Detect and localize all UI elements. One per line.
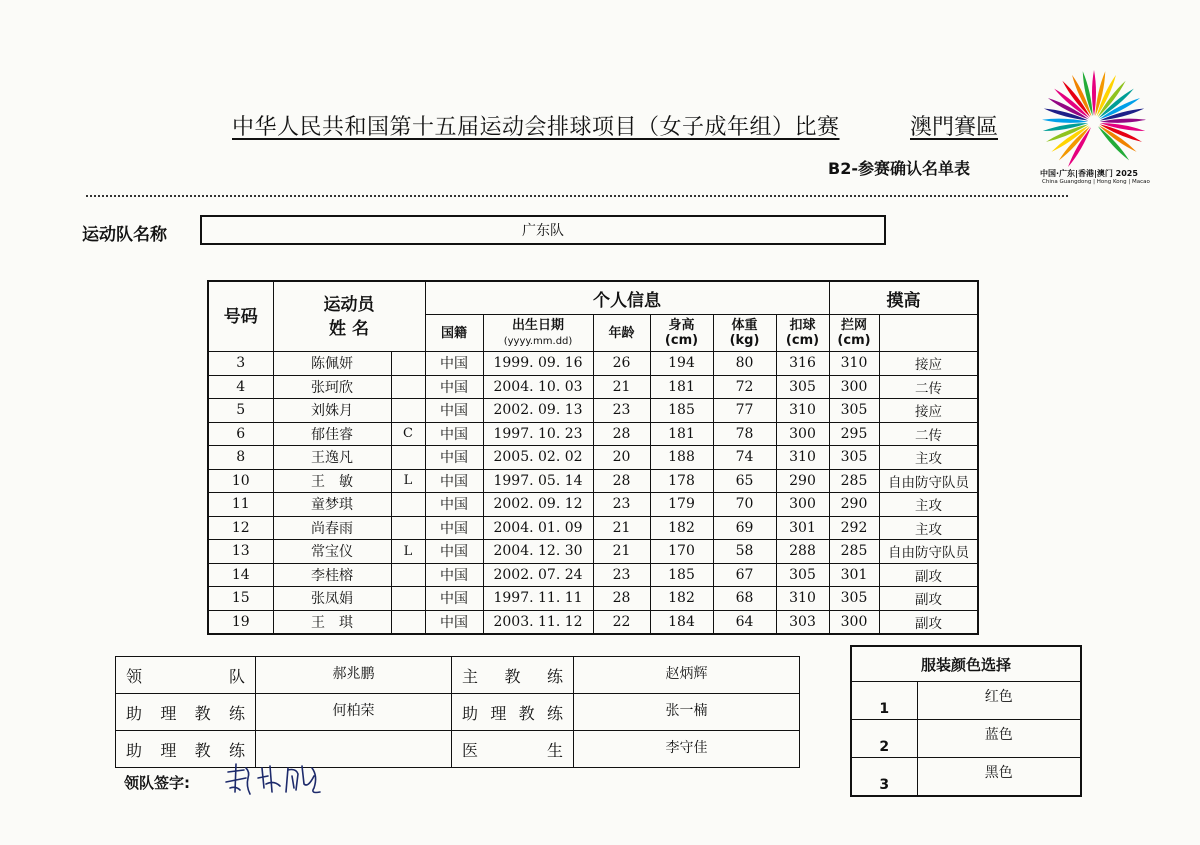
number-cell: 13 (208, 540, 273, 564)
staff-row (116, 731, 800, 768)
header-weight: 体重 (kg) (713, 315, 776, 352)
staff-role (452, 694, 574, 731)
roster-row (208, 516, 978, 540)
uniform-option-number: 1 (851, 682, 917, 720)
divider (86, 195, 1068, 197)
weight-cell: 80 (713, 352, 776, 376)
staff-role-char: 助 (126, 703, 143, 723)
staff-role-char: 主 (462, 666, 479, 686)
role-cell (391, 493, 425, 517)
roster-row (208, 610, 978, 634)
dob-cell: 1997. 11. 11 (483, 587, 593, 611)
header-age: 年龄 (593, 315, 650, 352)
age-cell: 28 (593, 587, 650, 611)
team-name: 广东队 (522, 223, 564, 239)
name-cell: 王逸凡 (273, 446, 391, 470)
number-cell: 11 (208, 493, 273, 517)
name-cell: 王 琪 (273, 610, 391, 634)
name-cell: 张珂欣 (273, 375, 391, 399)
dob-cell: 2004. 01. 09 (483, 516, 593, 540)
height-cell: 170 (650, 540, 713, 564)
staff-role (116, 657, 256, 694)
header-personal-info: 个人信息 (425, 281, 829, 315)
staff-role-char: 理 (160, 703, 177, 723)
roster-row (208, 446, 978, 470)
block-reach-cell: 305 (829, 587, 879, 611)
height-cell: 179 (650, 493, 713, 517)
header-nationality: 国籍 (425, 315, 483, 352)
nationality-cell: 中国 (425, 446, 483, 470)
spike-reach-cell: 288 (776, 540, 829, 564)
spike-reach-cell: 310 (776, 399, 829, 423)
roster-body (208, 352, 978, 635)
height-cell: 184 (650, 610, 713, 634)
roster-row (208, 587, 978, 611)
weight-cell: 58 (713, 540, 776, 564)
height-cell: 178 (650, 469, 713, 493)
logo-caption-english: China Guangdong | Hong Kong | Macao (1042, 179, 1150, 185)
spike-reach-cell: 300 (776, 422, 829, 446)
team-label: 运动队名称 (82, 225, 167, 245)
block-reach-cell: 301 (829, 563, 879, 587)
weight-cell: 74 (713, 446, 776, 470)
uniform-option (851, 720, 1081, 758)
staff-role (116, 694, 256, 731)
staff-role-char: 练 (546, 666, 563, 686)
position-cell: 接应 (879, 352, 978, 376)
height-cell: 188 (650, 446, 713, 470)
uniform-option-number: 2 (851, 720, 917, 758)
team-name-field (200, 215, 886, 245)
age-cell: 26 (593, 352, 650, 376)
position-cell: 副攻 (879, 587, 978, 611)
weight-cell: 77 (713, 399, 776, 423)
nationality-cell: 中国 (425, 587, 483, 611)
spike-reach-cell: 290 (776, 469, 829, 493)
number-cell: 12 (208, 516, 273, 540)
roster-row (208, 493, 978, 517)
number-cell: 6 (208, 422, 273, 446)
nationality-cell: 中国 (425, 399, 483, 423)
height-cell: 182 (650, 587, 713, 611)
staff-row (116, 657, 800, 694)
roster-row (208, 563, 978, 587)
staff-role-char: 教 (518, 703, 535, 723)
uniform-option (851, 758, 1081, 797)
number-cell: 14 (208, 563, 273, 587)
dob-cell: 1997. 05. 14 (483, 469, 593, 493)
name-cell: 童梦琪 (273, 493, 391, 517)
block-reach-cell: 285 (829, 469, 879, 493)
height-cell: 194 (650, 352, 713, 376)
header-block: 拦网 (cm) (829, 315, 879, 352)
age-cell: 20 (593, 446, 650, 470)
logo-caption: 中国·广东|香港|澳门 2025 (1040, 169, 1138, 178)
roster-row (208, 399, 978, 423)
dob-cell: 2003. 11. 12 (483, 610, 593, 634)
dob-cell: 2002. 09. 13 (483, 399, 593, 423)
block-reach-cell: 295 (829, 422, 879, 446)
staff-role-char: 练 (228, 740, 245, 760)
weight-cell: 64 (713, 610, 776, 634)
spike-reach-cell: 300 (776, 493, 829, 517)
role-cell (391, 587, 425, 611)
roster-row (208, 352, 978, 376)
region-label: 澳門賽區 (910, 115, 999, 140)
staff-role (452, 657, 574, 694)
nationality-cell: 中国 (425, 516, 483, 540)
roster-row (208, 540, 978, 564)
role-cell: L (391, 540, 425, 564)
header-number: 号码 (208, 281, 273, 352)
nationality-cell: 中国 (425, 563, 483, 587)
number-cell: 3 (208, 352, 273, 376)
staff-role-char: 理 (160, 740, 177, 760)
staff-role-char: 生 (546, 740, 563, 760)
staff-role-char: 理 (490, 703, 507, 723)
height-cell: 181 (650, 375, 713, 399)
role-cell (391, 352, 425, 376)
weight-cell: 67 (713, 563, 776, 587)
header-height: 身高 (cm) (650, 315, 713, 352)
nationality-cell: 中国 (425, 610, 483, 634)
staff-role-char: 练 (228, 703, 245, 723)
main-title: 中华人民共和国第十五届运动会排球项目（女子成年组）比赛 (232, 115, 840, 140)
staff-role-char: 教 (504, 666, 521, 686)
dob-cell: 2004. 12. 30 (483, 540, 593, 564)
uniform-option-color: 红色 (917, 682, 1081, 720)
spike-reach-cell: 305 (776, 563, 829, 587)
header-spike: 扣球 (cm) (776, 315, 829, 352)
header-reach: 摸高 (829, 281, 978, 315)
staff-name: 李守佳 (574, 731, 800, 768)
handwritten-signature (222, 758, 342, 802)
staff-role-char: 领 (126, 666, 143, 686)
number-cell: 4 (208, 375, 273, 399)
uniform-option-color: 黑色 (917, 758, 1081, 797)
spike-reach-cell: 303 (776, 610, 829, 634)
roster-row (208, 469, 978, 493)
block-reach-cell: 305 (829, 399, 879, 423)
age-cell: 28 (593, 469, 650, 493)
staff-role-char: 教 (194, 740, 211, 760)
weight-cell: 68 (713, 587, 776, 611)
staff-name: 赵炳辉 (574, 657, 800, 694)
staff-role-char: 助 (126, 740, 143, 760)
block-reach-cell: 292 (829, 516, 879, 540)
roster-row (208, 375, 978, 399)
nationality-cell: 中国 (425, 422, 483, 446)
height-cell: 181 (650, 422, 713, 446)
block-reach-cell: 305 (829, 446, 879, 470)
name-cell: 尚春雨 (273, 516, 391, 540)
nationality-cell: 中国 (425, 375, 483, 399)
spike-reach-cell: 310 (776, 587, 829, 611)
age-cell: 22 (593, 610, 650, 634)
number-cell: 19 (208, 610, 273, 634)
role-cell (391, 563, 425, 587)
weight-cell: 65 (713, 469, 776, 493)
spike-reach-cell: 305 (776, 375, 829, 399)
roster-row (208, 422, 978, 446)
dob-cell: 1997. 10. 23 (483, 422, 593, 446)
uniform-color-title: 服装颜色选择 (851, 646, 1081, 682)
header-athlete: 运动员 姓 名 (273, 281, 425, 352)
logo-petal (1092, 70, 1096, 116)
staff-table (115, 656, 800, 768)
number-cell: 5 (208, 399, 273, 423)
staff-role-char: 队 (228, 666, 245, 686)
uniform-option-color: 蓝色 (917, 720, 1081, 758)
position-cell: 接应 (879, 399, 978, 423)
name-cell: 刘姝月 (273, 399, 391, 423)
dob-cell: 2004. 10. 03 (483, 375, 593, 399)
dob-cell: 2002. 07. 24 (483, 563, 593, 587)
spike-reach-cell: 310 (776, 446, 829, 470)
staff-row (116, 694, 800, 731)
name-cell: 常宝仪 (273, 540, 391, 564)
staff-role-char: 医 (462, 740, 479, 760)
staff-name: 何柏荣 (256, 694, 452, 731)
weight-cell: 70 (713, 493, 776, 517)
role-cell (391, 610, 425, 634)
role-cell: C (391, 422, 425, 446)
height-cell: 185 (650, 399, 713, 423)
uniform-option (851, 682, 1081, 720)
staff-name: 郝兆鹏 (256, 657, 452, 694)
nationality-cell: 中国 (425, 352, 483, 376)
dob-cell: 2005. 02. 02 (483, 446, 593, 470)
weight-cell: 78 (713, 422, 776, 446)
position-cell: 副攻 (879, 563, 978, 587)
staff-role-char: 教 (194, 703, 211, 723)
signature-label: 领队签字: (124, 774, 190, 792)
age-cell: 23 (593, 493, 650, 517)
height-cell: 182 (650, 516, 713, 540)
age-cell: 23 (593, 563, 650, 587)
name-cell: 陈佩妍 (273, 352, 391, 376)
weight-cell: 72 (713, 375, 776, 399)
block-reach-cell: 290 (829, 493, 879, 517)
age-cell: 21 (593, 516, 650, 540)
roster-table (207, 280, 979, 635)
age-cell: 21 (593, 375, 650, 399)
number-cell: 8 (208, 446, 273, 470)
age-cell: 23 (593, 399, 650, 423)
role-cell (391, 516, 425, 540)
role-cell (391, 446, 425, 470)
name-cell: 郁佳睿 (273, 422, 391, 446)
staff-name: 张一楠 (574, 694, 800, 731)
position-cell: 主攻 (879, 493, 978, 517)
block-reach-cell: 300 (829, 610, 879, 634)
block-reach-cell: 285 (829, 540, 879, 564)
form-code: B2-参赛确认名单表 (828, 159, 970, 178)
age-cell: 21 (593, 540, 650, 564)
nationality-cell: 中国 (425, 540, 483, 564)
role-cell: L (391, 469, 425, 493)
nationality-cell: 中国 (425, 493, 483, 517)
position-cell: 自由防守队员 (879, 540, 978, 564)
staff-role-char: 助 (462, 703, 479, 723)
staff-role-char: 练 (546, 703, 563, 723)
staff-role (452, 731, 574, 768)
position-cell: 二传 (879, 375, 978, 399)
header-dob: 出生日期 (yyyy.mm.dd) (483, 315, 593, 352)
number-cell: 15 (208, 587, 273, 611)
role-cell (391, 399, 425, 423)
position-cell: 主攻 (879, 446, 978, 470)
weight-cell: 69 (713, 516, 776, 540)
block-reach-cell: 310 (829, 352, 879, 376)
name-cell: 张凤娟 (273, 587, 391, 611)
age-cell: 28 (593, 422, 650, 446)
position-cell: 自由防守队员 (879, 469, 978, 493)
height-cell: 185 (650, 563, 713, 587)
uniform-option-number: 3 (851, 758, 917, 797)
spike-reach-cell: 301 (776, 516, 829, 540)
nationality-cell: 中国 (425, 469, 483, 493)
role-cell (391, 375, 425, 399)
name-cell: 李桂榕 (273, 563, 391, 587)
uniform-color-table (850, 645, 1082, 797)
dob-cell: 2002. 09. 12 (483, 493, 593, 517)
number-cell: 10 (208, 469, 273, 493)
spike-reach-cell: 316 (776, 352, 829, 376)
position-cell: 二传 (879, 422, 978, 446)
name-cell: 王 敏 (273, 469, 391, 493)
position-cell: 主攻 (879, 516, 978, 540)
dob-cell: 1999. 09. 16 (483, 352, 593, 376)
block-reach-cell: 300 (829, 375, 879, 399)
position-cell: 副攻 (879, 610, 978, 634)
